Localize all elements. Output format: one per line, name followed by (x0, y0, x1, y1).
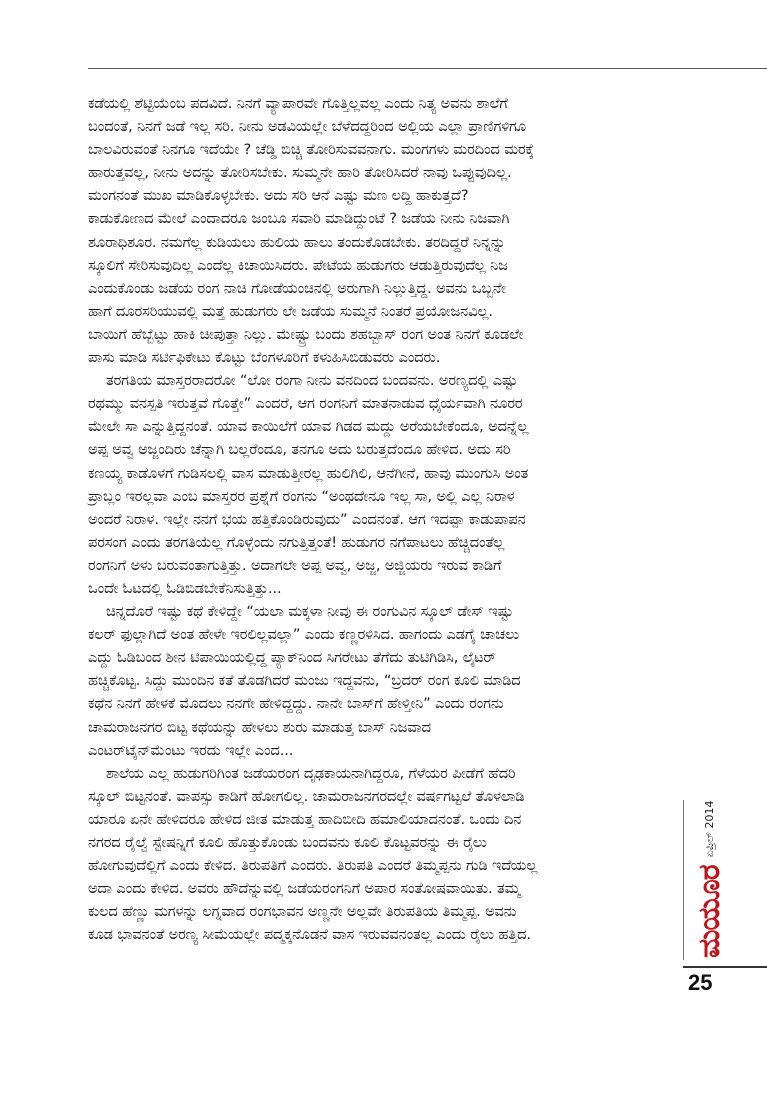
article-line: ಹಾಗೆ ದೂರಸರಿಯುವಲ್ಲಿ ಮತ್ತೆ ಹುಡುಗರು ಲೇ ಜಡೆಯ ಸುಮ್ಮನೆ ನಿಂತರೆ ಪ್ರಯೋಜನವಿಲ್ಲ. (88, 302, 493, 320)
magazine-logo: ಮಯೂರ (692, 865, 727, 958)
article-line: ಕೂಡ ಭಾವನಂತೆ ಅರಣ್ಯ ಸೀಮೆಯಲ್ಲೇ ಪದ್ಮಕ್ಕನೊಡನೆ ವಾಸ ಇರುವವನಂತಲ್ಲ ಎಂದು ರೈಲು ಹತ್ತಿದ. (88, 926, 531, 944)
article-line: ಯಾರೂ ಏನೇ ಹೇಳಿದರೂ ಹೇಳಿದ ಜೀತ ಮಾಡುತ್ತ ಹಾದಿಬೀದಿ ಹಮಾಲಿಯಾದನಂತೆ. ಒಂದು ದಿನ (88, 810, 522, 828)
article-body (88, 92, 678, 946)
article-line: ಬಂದಂತೆ, ನಿನಗೆ ಜಡೆ ಇಲ್ಲ ಸರಿ. ನೀನು ಅಡವಿಯಲ್ಲೇ ಬೆಳೆದದ್ದರಿಂದ ಅಲ್ಲಿಯ ಎಲ್ಲಾ ಪ್ರಾಣಿಗಳಿಗೂ (88, 118, 527, 136)
article-line: ಅಂದರೆ ನಿರಾಳ. ಇಲ್ಲೇ ನನಗೆ ಭಯ ಹತ್ತಿಕೊಂಡಿರುವುದು” ಎಂದನಂತೆ. ಆಗ ಇದಪ್ಪಾ ಕಾಡುಪಾಪನ (88, 510, 526, 528)
article-line: ಎದ್ದು ಓಡಿಬಂದ ಶೀನ ಟಿಪಾಯಿಯಲ್ಲಿದ್ದ ಪ್ಯಾಕ್‌ನಿಂದ ಸಿಗರೇಟು ತೆಗೆದು ತುಟಿಗಿಡಿಸಿ, ಲೈಟರ್ (88, 649, 496, 667)
article-line: ಹಾರುತ್ತವಲ್ಲ, ನೀನು ಅದನ್ನು ತೋರಿಸಬೇಕು. ಸುಮ್ಮನೇ ಹಾರಿ ತೋರಿಸಿದರೆ ನಾವು ಒಪ್ಪುವುದಿಲ್ಲ. (88, 164, 512, 182)
article-line: ಮೇಲೇ ಸಾ ಎನ್ನುತ್ತಿದ್ದನಂತೆ. ಯಾವ ಕಾಯಿಲೆಗೆ ಯಾವ ಗಿಡದ ಮದ್ದು ಅರೆಯಬೇಕೆಂದೂ, ಅದನ್ನೆಲ್ಲ (88, 418, 529, 436)
footer-rule (683, 966, 767, 968)
article-line: ಹೋಗುವುದೆಲ್ಲಿಗೆ ಎಂದು ಕೇಳಿದ. ತಿರುಪತಿಗೆ ಎಂದರು. ತಿರುಪತಿ ಎಂದರೆ ತಿಮ್ಮಪ್ಪನು ಗುಡಿ ಇದೆಯಲ್ಲ (88, 857, 538, 875)
article-line: ಕುಲದ ಹೆಣ್ಣು ಮಗಳನ್ನು ಲಗ್ನವಾದ ರಂಗಭಾವನ ಅಣ್ಣನೇ ಅಲ್ಲವೇ ತಿರುಪತಿಯ ತಿಮ್ಮಪ್ಪ. ಅವನು (88, 903, 517, 921)
article-line: ಅದಾ ಎಂದು ಕೇಳಿದ. ಅವರು ಹೌದೆನ್ನುವಲ್ಲಿ ಜಡೆಯರಂಗನಿಗೆ ಅಪಾರ ಸಂತೋಷವಾಯಿತು. ತಮ್ಮ (88, 880, 521, 898)
page-number: 25 (688, 970, 713, 995)
article-line: ಕಲರ್ ಫುಲ್ಲಾಗಿದೆ ಅಂತ ಹೇಳೇ ಇರಲಿಲ್ಲವಲ್ಲಾ” ಎಂದು ಕಣ್ಣರಳಿಸಿದ. ಹಾಗಂದು ಎಡಗೈ ಚಾಚಲು (88, 626, 519, 644)
article-line: ಚಿನ್ನದೊರೆ ಇಷ್ಟು ಕಥೆ ಕೇಳಿದ್ದೇ “ಯಲಾ ಮಕ್ಕಳಾ ನೀವು ಈ ರಂಗುವಿನ ಸ್ಕೂಲ್ ಡೇಸ್ ಇಷ್ಟು (106, 603, 514, 621)
article-line: ಕಣಯ್ಯ ಕಾಡೊಳಗೆ ಗುಡಿಸಲಲ್ಲಿ ವಾಸ ಮಾಡುತ್ತೀರಲ್ಲ ಹುಲಿಗಿಲಿ, ಆನೆಗೀನೆ, ಹಾವು ಮುಂಗುಸಿ ಅಂತ (88, 464, 529, 482)
article-line: ಪರಸಂಗ ಎಂದು ತರಗತಿಯೆಲ್ಲ ಗೊಳ್ಳೆಂದು ನಗುತ್ತಿತ್ತಂತೆ! ಹುಡುಗರ ನಗೆಪಾಟಲು ಹೆಚ್ಚಿದಂತೆಲ್ಲ (88, 533, 505, 551)
masthead (688, 800, 732, 958)
article-line: ರಂಗನಿಗೆ ಅಳು ಬರುವಂತಾಗುತ್ತಿತ್ತು. ಅದಾಗಲೇ ಅಪ್ಪ ಅವ್ವ, ಅಜ್ಜ, ಅಜ್ಜಿಯರು ಇರುವ ಕಾಡಿಗೆ (88, 556, 502, 574)
article-line: ಬಾಲವಿರುವಂತೆ ನಿನಗೂ ಇದೆಯೇ ? ಚೆಡ್ಡಿ ಬಿಚ್ಚಿ ತೋರಿಸುವವನಾಗು. ಮಂಗಗಳು ಮರದಿಂದ ಮರಕ್ಕೆ (88, 141, 534, 159)
top-rule (88, 68, 767, 69)
article-line: ಸ್ಕೂಲಿಗೆ ಸೇರಿಸುವುದಿಲ್ಲ ಎಂದೆಲ್ಲ ಕಿಚಾಯಿಸಿದರು. ಪೇಟೆಯ ಹುಡುಗರು ಆಡುತ್ತಿರುವುದೆಲ್ಲ ನಿಜ (88, 256, 508, 274)
article-line: ಶೂರಾಧಿಶೂರ. ನಮಗೆಲ್ಲ ಕುಡಿಯಲು ಹುಲಿಯ ಹಾಲು ತಂದುಕೊಡಬೇಕು. ತರದಿದ್ದರೆ ನಿನ್ನನ್ನು (88, 233, 506, 251)
article-line: ಕಥೆನ ನಿನಗೆ ಹೇಳಕೆ ಮೊದಲು ನನಗೇ ಹೇಳಿದ್ದದ್ದು. ನಾನೇ ಬಾಸ್‌ಗೆ ಹೇಳ್ತೀನಿ” ಎಂದು ರಂಗನು (88, 695, 504, 713)
article-line: ಶಾಲೆಯ ಎಲ್ಲ ಹುಡುಗರಿಗಿಂತ ಜಡೆಯರಂಗ ದೃಢಕಾಯನಾಗಿದ್ದರೂ, ಗೆಳೆಯರ ಪೀಡೆಗೆ ಹೆದರಿ (106, 764, 516, 782)
article-line: ತರಗತಿಯ ಮಾಸ್ತರರಾದರೋ “ಲೋ ರಂಗಾ ನೀನು ವನದಿಂದ ಬಂದವನು. ಅರಣ್ಯದಲ್ಲಿ ಎಷ್ಟು (106, 372, 518, 390)
article-line: ಎಂದುಕೊಂಡು ಜಡೆಯ ರಂಗ ನಾಚಿ ಗೋಡೆಯಂಚಿನಲ್ಲಿ ಅರುಗಾಗಿ ನಿಲ್ಲುತ್ತಿದ್ದ. ಅವನು ಒಬ್ಬನೇ (88, 279, 506, 297)
article-line: ಕಡೆಯಲ್ಲಿ ಶೆಟ್ಟಿಯೆಂಬ ಪದವಿದೆ. ನಿನಗೆ ವ್ಯಾಪಾರವೇ ಗೊತ್ತಿಲ್ಲವಲ್ಲ ಎಂದು ನಿತ್ಯ ಅವನು ಶಾಲೆಗೆ (88, 95, 508, 112)
article-line: ನಗರದ ರೈಲ್ವೆ ಸ್ಟೇಷನ್ನಿಗೆ ಕೂಲಿ ಹೊತ್ತುಕೊಂಡು ಬಂದವನು ಕೂಲಿ ಕೊಟ್ಟವರನ್ನು ಈ ರೈಲು (88, 834, 487, 851)
article-line: ಎಂಟರ್‌ಟೈನ್‌ಮೆಂಟು ಇರದು ಇಲ್ಲೇ ಎಂದ... (88, 741, 294, 759)
sidebar-rule (683, 800, 684, 960)
masthead-block (688, 800, 760, 958)
article-line: ಬಾಯಿಗೆ ಹೆಬ್ಬೆಟ್ಟು ಹಾಕಿ ಚೀಪುತ್ತಾ ನಿಲ್ಲು. ಮೇಷ್ಟ್ರು ಬಂದು ಶಹಬ್ಬಾಸ್ ರಂಗ ಅಂತ ನಿನಗೆ ಕೂಡಲೇ (88, 325, 524, 343)
article-line: ಪ್ರಾಬ್ಲಂ ಇರಲ್ಲವಾ ಎಂಬ ಮಾಸ್ತರರ ಪ್ರಶ್ನೆಗೆ ರಂಗನು “ಅಂಥದೇನೂ ಇಲ್ಲ ಸಾ, ಅಲ್ಲಿ ಎಲ್ಲ ನಿರಾಳ (88, 487, 515, 505)
article-line: ಕಾಡುಕೋಣದ ಮೇಲೆ ಎಂದಾದರೂ ಜಂಬೂ ಸವಾರಿ ಮಾಡಿದ್ದುಂಟೆ ? ಜಡೆಯ ನೀನು ನಿಜವಾಗಿ (88, 210, 510, 228)
article-line: ಸ್ಕೂಲ್ ಬಿಟ್ಟನಂತೆ. ವಾಪಸ್ಸು ಕಾಡಿಗೆ ಹೋಗಲಿಲ್ಲ. ಚಾಮರಾಜನಗರದಲ್ಲೇ ವರ್ಷಗಟ್ಟಲೆ ತೊಳಲಾಡಿ (88, 787, 525, 805)
issue-date: ಏಪ್ರಿಲ್ 2014 (703, 800, 716, 858)
article-line: ಚಾಮರಾಜನಗರ ಬಿಟ್ಟ ಕಥೆಯನ್ನು ಹೇಳಲು ಶುರು ಮಾಡುತ್ತ ಬಾಸ್ ನಿಜವಾದ (88, 718, 431, 736)
article-line: ಮಂಗನಂತೆ ಮುಖ ಮಾಡಿಕೊಳ್ಳಬೇಕು. ಅದು ಸರಿ ಆನೆ ಎಷ್ಟು ಮಣ ಲದ್ದಿ ಹಾಕುತ್ತದೆ? (88, 187, 469, 205)
article-line: ಅಪ್ಪ ಅವ್ವ ಅಜ್ಜಂದಿರು ಚೆನ್ನಾಗಿ ಬಲ್ಲರೆಂದೂ, ತನಗೂ ಅದು ಬರುತ್ತದೆಂದೂ ಹೇಳಿದ. ಅದು ಸರಿ (88, 441, 511, 459)
article-line: ಪಾಸು ಮಾಡಿ ಸರ್ಟಿಫಿಕೇಟು ಕೊಟ್ಟು ಬೆಂಗಳೂರಿಗೆ ಕಳುಹಿಸಿಬಿಡುವರು ಎಂದರು. (88, 349, 441, 367)
article-line: ರಥಮ್ಮು ವನಸ್ಪತಿ ಇರುತ್ತವೆ ಗೊತ್ತೇ” ಎಂದರೆ, ಆಗ ರಂಗನಿಗೆ ಮಾತನಾಡುವ ಧೈರ್ಯವಾಗಿ ನೂರರ (88, 395, 523, 413)
article-line: ಒಂದೇ ಓಟದಲ್ಲಿ ಓಡಿಬಿಡಬೇಕೆನಿಸುತ್ತಿತ್ತು... (88, 579, 282, 597)
article-line: ಹಚ್ಚಿಕೊಟ್ಟ. ಸಿದ್ದು ಮುಂದಿನ ಕತೆ ತೊಡಗಿದರೆ ಮಂಜು ಇದ್ದವನು, “ಬ್ರದರ್ ರಂಗ ಕೂಲಿ ಮಾಡಿದ (88, 672, 521, 690)
